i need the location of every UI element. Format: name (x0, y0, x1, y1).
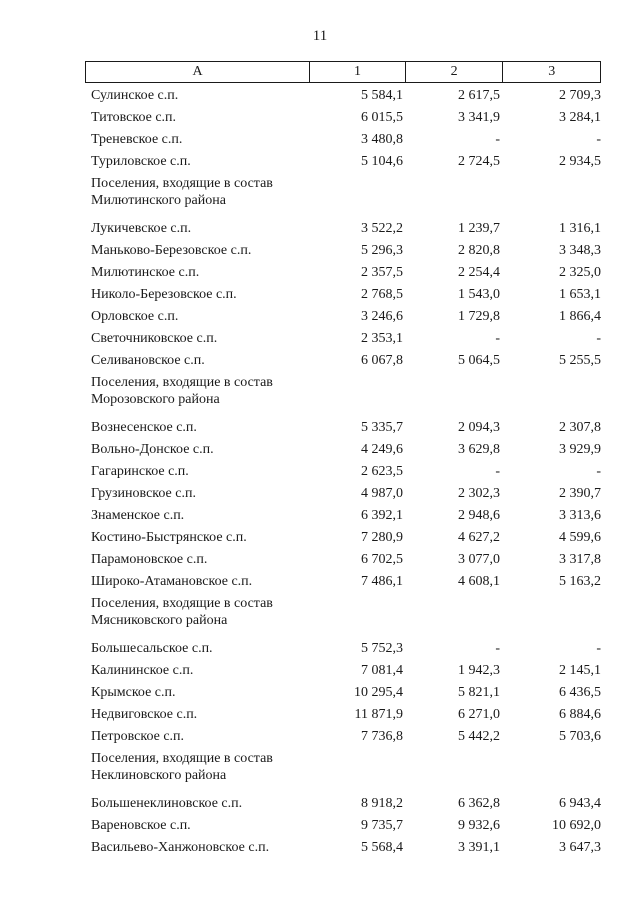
settlement-name: Недвиговское с.п. (91, 707, 198, 722)
settlement-name: Большесальское с.п. (91, 641, 213, 656)
group-heading-row (85, 593, 601, 638)
value-col-2: 2 302,3 (458, 486, 500, 501)
value-col-2: - (495, 464, 500, 479)
settlement-name: Сулинское с.п. (91, 88, 179, 103)
value-col-2: 9 932,6 (458, 818, 500, 833)
table-row (85, 439, 601, 461)
table-row (85, 306, 601, 328)
value-col-1: 9 735,7 (361, 818, 403, 833)
value-col-1: 5 335,7 (361, 420, 403, 435)
table-row (85, 571, 601, 593)
settlement-name: Маньково-Березовское с.п. (91, 243, 252, 258)
value-col-3: 10 692,0 (552, 818, 601, 833)
settlement-name: Светочниковское с.п. (91, 331, 218, 346)
value-col-3: 3 348,3 (559, 243, 601, 258)
value-col-2: - (495, 132, 500, 147)
table-row (85, 284, 601, 306)
settlement-name: Крымское с.п. (91, 685, 176, 700)
value-col-2: 2 724,5 (458, 154, 500, 169)
settlement-name: Милютинское с.п. (91, 265, 200, 280)
value-col-2: 1 942,3 (458, 663, 500, 678)
settlement-name: Титовское с.п. (91, 110, 177, 125)
table-header (85, 61, 601, 83)
group-heading-row (85, 748, 601, 793)
table-row (85, 262, 601, 284)
table-body (85, 85, 601, 859)
value-col-1: 5 568,4 (361, 840, 403, 855)
settlement-name: Калининское с.п. (91, 663, 194, 678)
value-col-3: 1 316,1 (559, 221, 601, 236)
value-col-3: 2 390,7 (559, 486, 601, 501)
table-row (85, 704, 601, 726)
group-heading-line1: Поселения, входящие в состав (91, 751, 273, 766)
table-row (85, 218, 601, 240)
header-cell-a: А (192, 64, 203, 79)
value-col-3: 6 943,4 (559, 796, 601, 811)
table-row (85, 505, 601, 527)
settlement-name: Селивановское с.п. (91, 353, 205, 368)
value-col-3: 5 703,6 (559, 729, 601, 744)
value-col-2: 2 094,3 (458, 420, 500, 435)
value-col-2: 3 629,8 (458, 442, 500, 457)
group-heading-line1: Поселения, входящие в состав (91, 176, 273, 191)
settlement-name: Широко-Атамановское с.п. (91, 574, 253, 589)
value-col-2: 3 341,9 (458, 110, 500, 125)
settlement-name: Николо-Березовское с.п. (91, 287, 237, 302)
value-col-3: 3 317,8 (559, 552, 601, 567)
table-row (85, 107, 601, 129)
table-row (85, 151, 601, 173)
value-col-1: 3 522,2 (361, 221, 403, 236)
table-row (85, 417, 601, 439)
value-col-1: 3 246,6 (361, 309, 403, 324)
table-row (85, 726, 601, 748)
value-col-2: - (495, 641, 500, 656)
value-col-3: 5 163,2 (559, 574, 601, 589)
value-col-3: - (596, 464, 601, 479)
value-col-3: 3 647,3 (559, 840, 601, 855)
value-col-3: 3 313,6 (559, 508, 601, 523)
table-row (85, 815, 601, 837)
value-col-2: 6 271,0 (458, 707, 500, 722)
group-heading-line1: Поселения, входящие в состав (91, 375, 273, 390)
group-heading-line2: Морозовского района (91, 392, 220, 407)
value-col-2: - (495, 331, 500, 346)
group-heading (85, 175, 601, 218)
value-col-3: 3 929,9 (559, 442, 601, 457)
table-row (85, 660, 601, 682)
group-heading-row (85, 173, 601, 218)
table-row (85, 129, 601, 151)
value-col-3: 1 866,4 (559, 309, 601, 324)
value-col-1: 2 623,5 (361, 464, 403, 479)
value-col-1: 5 752,3 (361, 641, 403, 656)
value-col-2: 1 543,0 (458, 287, 500, 302)
table-row (85, 837, 601, 859)
header-cell-2: 2 (405, 62, 503, 82)
settlement-name: Вольно-Донское с.п. (91, 442, 214, 457)
value-col-1: 5 296,3 (361, 243, 403, 258)
settlement-name: Знаменское с.п. (91, 508, 185, 523)
value-col-1: 7 081,4 (361, 663, 403, 678)
table-row (85, 85, 601, 107)
value-col-2: 2 948,6 (458, 508, 500, 523)
value-col-3: 2 145,1 (559, 663, 601, 678)
value-col-1: 11 871,9 (354, 707, 403, 722)
table-row (85, 328, 601, 350)
table-row (85, 240, 601, 262)
value-col-1: 7 486,1 (361, 574, 403, 589)
value-col-3: 2 709,3 (559, 88, 601, 103)
settlement-name: Большенеклиновское с.п. (91, 796, 243, 811)
group-heading-line1: Поселения, входящие в состав (91, 596, 273, 611)
settlement-name: Вознесенское с.п. (91, 420, 197, 435)
settlement-name: Грузиновское с.п. (91, 486, 196, 501)
table-row (85, 638, 601, 660)
value-col-3: 2 325,0 (559, 265, 601, 280)
value-col-1: 7 736,8 (361, 729, 403, 744)
table-row (85, 549, 601, 571)
value-col-1: 4 249,6 (361, 442, 403, 457)
settlement-name: Треневское с.п. (91, 132, 183, 147)
value-col-1: 10 295,4 (354, 685, 403, 700)
value-col-2: 4 608,1 (458, 574, 500, 589)
value-col-2: 5 442,2 (458, 729, 500, 744)
table-row (85, 461, 601, 483)
value-col-1: 6 702,5 (361, 552, 403, 567)
value-col-2: 1 239,7 (458, 221, 500, 236)
table-row (85, 527, 601, 549)
value-col-3: 6 884,6 (559, 707, 601, 722)
value-col-2: 6 362,8 (458, 796, 500, 811)
group-heading-line2: Мясниковского района (91, 613, 228, 628)
value-col-3: - (596, 331, 601, 346)
value-col-3: 5 255,5 (559, 353, 601, 368)
value-col-2: 4 627,2 (458, 530, 500, 545)
group-heading-line2: Милютинского района (91, 193, 226, 208)
value-col-1: 8 918,2 (361, 796, 403, 811)
group-heading (85, 750, 601, 793)
table-row (85, 793, 601, 815)
value-col-1: 5 584,1 (361, 88, 403, 103)
group-heading-line2: Неклиновского района (91, 768, 227, 783)
value-col-3: 4 599,6 (559, 530, 601, 545)
settlement-name: Туриловское с.п. (91, 154, 191, 169)
value-col-3: 6 436,5 (559, 685, 601, 700)
value-col-1: 2 768,5 (361, 287, 403, 302)
value-col-2: 3 391,1 (458, 840, 500, 855)
settlement-name: Петровское с.п. (91, 729, 185, 744)
value-col-1: 2 357,5 (361, 265, 403, 280)
value-col-2: 5 821,1 (458, 685, 500, 700)
table-row (85, 682, 601, 704)
settlement-name: Парамоновское с.п. (91, 552, 208, 567)
value-col-2: 5 064,5 (458, 353, 500, 368)
value-col-2: 2 820,8 (458, 243, 500, 258)
value-col-2: 1 729,8 (458, 309, 500, 324)
value-col-1: 5 104,6 (361, 154, 403, 169)
group-heading (85, 374, 601, 417)
value-col-1: 6 392,1 (361, 508, 403, 523)
value-col-1: 3 480,8 (361, 132, 403, 147)
value-col-1: 4 987,0 (361, 486, 403, 501)
header-cell-3: 3 (502, 62, 600, 82)
settlement-name: Гагаринское с.п. (91, 464, 189, 479)
value-col-2: 2 617,5 (458, 88, 500, 103)
page-number: 11 (312, 28, 328, 44)
value-col-1: 2 353,1 (361, 331, 403, 346)
value-col-3: 2 934,5 (559, 154, 601, 169)
table-row (85, 483, 601, 505)
settlement-name: Орловское с.п. (91, 309, 179, 324)
settlement-name: Костино-Быстрянское с.п. (91, 530, 247, 545)
value-col-3: 3 284,1 (559, 110, 601, 125)
value-col-3: 1 653,1 (559, 287, 601, 302)
value-col-3: - (596, 641, 601, 656)
value-col-1: 6 015,5 (361, 110, 403, 125)
value-col-2: 2 254,4 (458, 265, 500, 280)
group-heading (85, 595, 601, 638)
group-heading-row (85, 372, 601, 417)
value-col-3: - (596, 132, 601, 147)
settlement-name: Васильево-Ханжоновское с.п. (91, 840, 270, 855)
table-row (85, 350, 601, 372)
value-col-1: 7 280,9 (361, 530, 403, 545)
header-cell-1: 1 (309, 62, 405, 82)
value-col-2: 3 077,0 (458, 552, 500, 567)
settlement-name: Лукичевское с.п. (91, 221, 192, 236)
value-col-1: 6 067,8 (361, 353, 403, 368)
settlement-name: Вареновское с.п. (91, 818, 191, 833)
value-col-3: 2 307,8 (559, 420, 601, 435)
